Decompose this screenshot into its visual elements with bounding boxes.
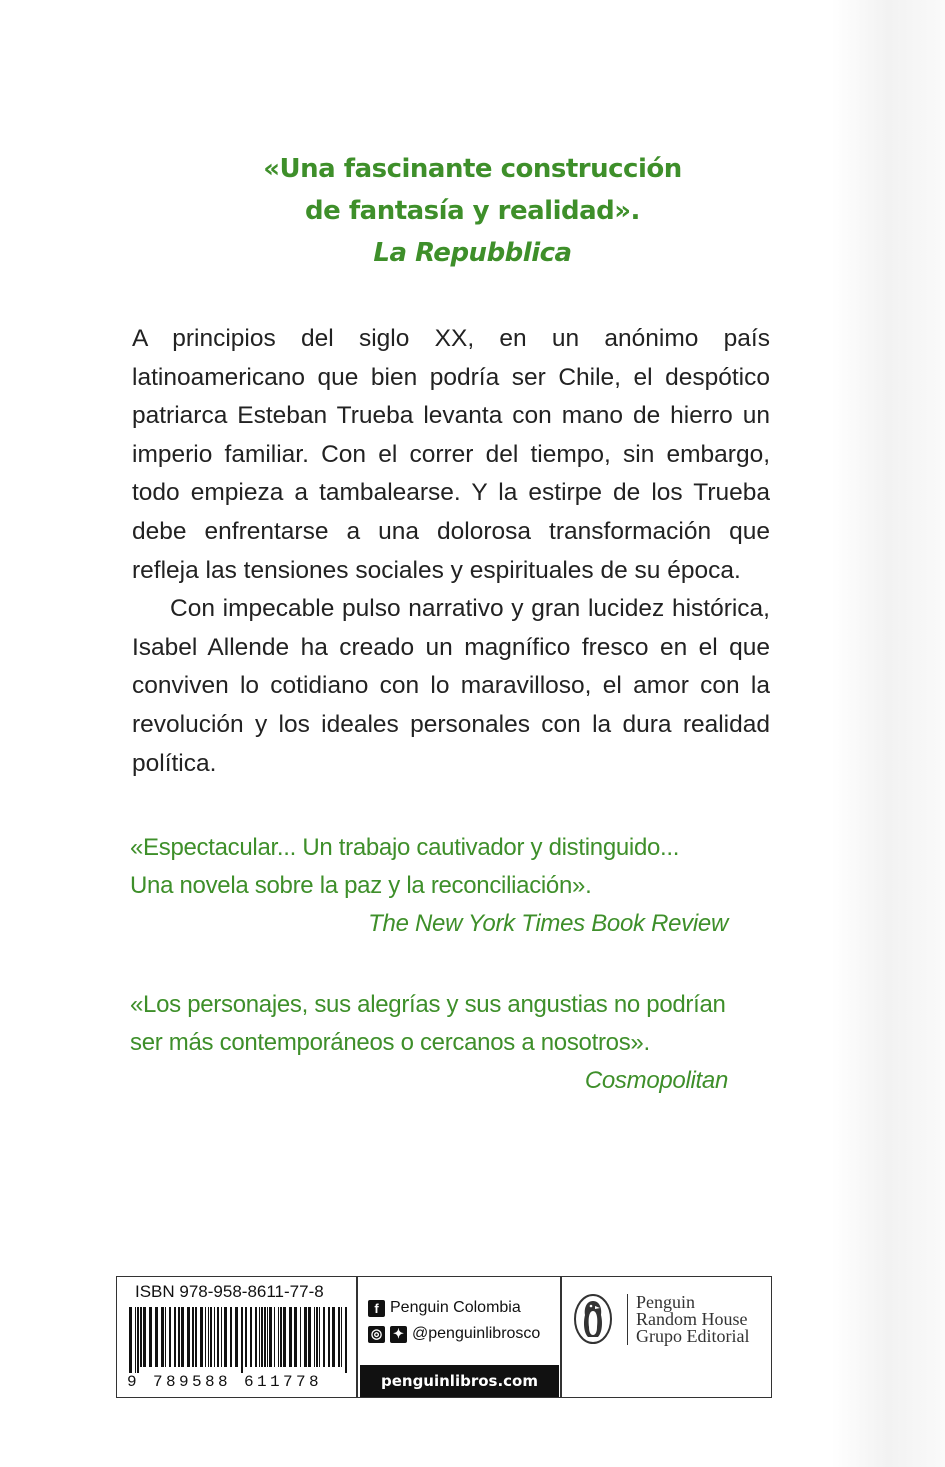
barcode-bar <box>245 1307 247 1367</box>
barcode-bar <box>235 1307 238 1367</box>
handle-row <box>368 1325 540 1343</box>
publisher-line-1: Penguin <box>636 1291 696 1312</box>
facebook-icon: f <box>368 1300 385 1317</box>
top-quote <box>0 148 945 274</box>
twitter-icon: ✦ <box>390 1326 407 1343</box>
barcode-bar <box>319 1307 320 1367</box>
barcode-digits: 9 789588 611778 <box>127 1373 355 1391</box>
cosmopolitan-quote-source: Cosmopolitan <box>584 1067 728 1094</box>
barcode-bar <box>274 1307 275 1367</box>
cosmopolitan-quote <box>130 986 770 1100</box>
barcode-bar <box>278 1307 279 1367</box>
barcode-bar <box>217 1307 219 1367</box>
barcode-bar <box>149 1307 152 1367</box>
barcode-bar <box>187 1307 190 1367</box>
barcode-panel <box>116 1276 772 1398</box>
barcode-bar <box>289 1307 292 1367</box>
barcode-bar <box>345 1307 347 1373</box>
barcode-bar <box>165 1307 166 1367</box>
barcode-bar <box>250 1307 252 1367</box>
barcode-bar <box>255 1307 257 1367</box>
nyt-quote-source: The New York Times Book Review <box>368 910 728 937</box>
top-quote-line-2: de fantasía y realidad». <box>305 196 640 226</box>
barcode-bar <box>314 1307 315 1367</box>
barcode-bar <box>169 1307 171 1367</box>
handle-label: @penguinlibrosco <box>412 1325 541 1342</box>
barcode-bar <box>341 1307 342 1367</box>
synopsis <box>132 320 770 783</box>
barcode-icon <box>127 1307 353 1373</box>
barcode-bar <box>338 1307 340 1367</box>
barcode-bar <box>140 1307 142 1367</box>
facebook-row <box>368 1299 521 1317</box>
barcode-bar <box>214 1307 215 1367</box>
barcode-bar <box>181 1307 184 1367</box>
nyt-quote <box>130 829 770 943</box>
barcode-bar <box>332 1307 335 1367</box>
barcode-bar <box>241 1307 243 1373</box>
barcode-bar <box>174 1307 176 1367</box>
website-label: penguinlibros.com <box>380 1372 538 1390</box>
barcode-bar <box>259 1307 260 1367</box>
synopsis-paragraph-2: Con impecable pulso narrativo y gran lucidez histórica, Isabel Allende ha creado un magnífico fresco en el que conviven lo cotidiano con lo maravilloso, el amor con la revolución y los ideales personales con la dura realidad política. <box>132 595 770 777</box>
barcode-bar <box>208 1307 209 1367</box>
barcode-bar <box>269 1307 272 1367</box>
penguin-logo-icon <box>573 1293 613 1345</box>
barcode-bar <box>230 1307 232 1367</box>
panel-divider <box>356 1277 358 1397</box>
barcode-bar <box>300 1307 301 1367</box>
barcode-bar <box>221 1307 222 1367</box>
nyt-quote-line-1: «Espectacular... Un trabajo cautivador y distinguido... <box>130 834 680 861</box>
barcode-bar <box>264 1307 266 1367</box>
synopsis-paragraph-1: A principios del siglo XX, en un anónimo país latinoamericano que bien podría ser Chile, el despótico patriarca Esteban Trueba levanta con mano de hierro un imperio familiar. Con el correr del tiempo, sin embargo, todo empieza a tambalearse. Y la estirpe de los Trueba debe enfrentarse a una dolorosa transformación que refleja las tensiones sociales y espirituales de su época. <box>132 325 770 584</box>
barcode-bar <box>280 1307 282 1367</box>
barcode-bar <box>129 1307 132 1373</box>
barcode-bar <box>267 1307 268 1367</box>
barcode-bar <box>155 1307 158 1367</box>
nyt-quote-line-2: Una novela sobre la paz y la reconciliación». <box>130 872 592 899</box>
barcode-bar <box>178 1307 180 1367</box>
barcode-bar <box>135 1307 136 1373</box>
barcode-bar <box>192 1307 194 1367</box>
instagram-icon: ◎ <box>368 1326 385 1343</box>
barcode-bar <box>224 1307 227 1367</box>
top-quote-source: La Repubblica <box>373 238 572 268</box>
top-quote-line-1: «Una fascinante construcción <box>263 154 682 184</box>
panel-divider <box>560 1277 562 1397</box>
barcode-bar <box>294 1307 297 1367</box>
publisher-name <box>627 1291 750 1346</box>
barcode-bar <box>200 1307 203 1367</box>
publisher-line-2: Random House <box>636 1308 748 1329</box>
social-block <box>360 1277 559 1397</box>
publisher-logo <box>573 1293 749 1345</box>
barcode-bar <box>304 1307 307 1367</box>
website-bar <box>360 1365 559 1397</box>
barcode-bar <box>205 1307 206 1367</box>
isbn-label: ISBN 978-958-8611-77-8 <box>135 1282 324 1301</box>
barcode-bar <box>161 1307 164 1367</box>
barcode-bar <box>323 1307 325 1367</box>
publisher-line-3: Grupo Editorial <box>636 1325 750 1346</box>
cosmopolitan-quote-line-2: ser más contemporáneos o cercanos a nosotros». <box>130 1029 650 1056</box>
barcode-bar <box>143 1307 146 1367</box>
barcode-bar <box>316 1307 318 1367</box>
cosmopolitan-quote-line-1: «Los personajes, sus alegrías y sus angustias no podrían <box>130 991 726 1018</box>
barcode-bar <box>283 1307 286 1367</box>
barcode-bar <box>137 1307 139 1373</box>
barcode-bar <box>261 1307 263 1367</box>
barcode-bar <box>210 1307 212 1367</box>
facebook-label: Penguin Colombia <box>390 1299 521 1316</box>
barcode-bar <box>328 1307 330 1367</box>
barcode-bar <box>195 1307 197 1367</box>
barcode-bar <box>308 1307 311 1367</box>
